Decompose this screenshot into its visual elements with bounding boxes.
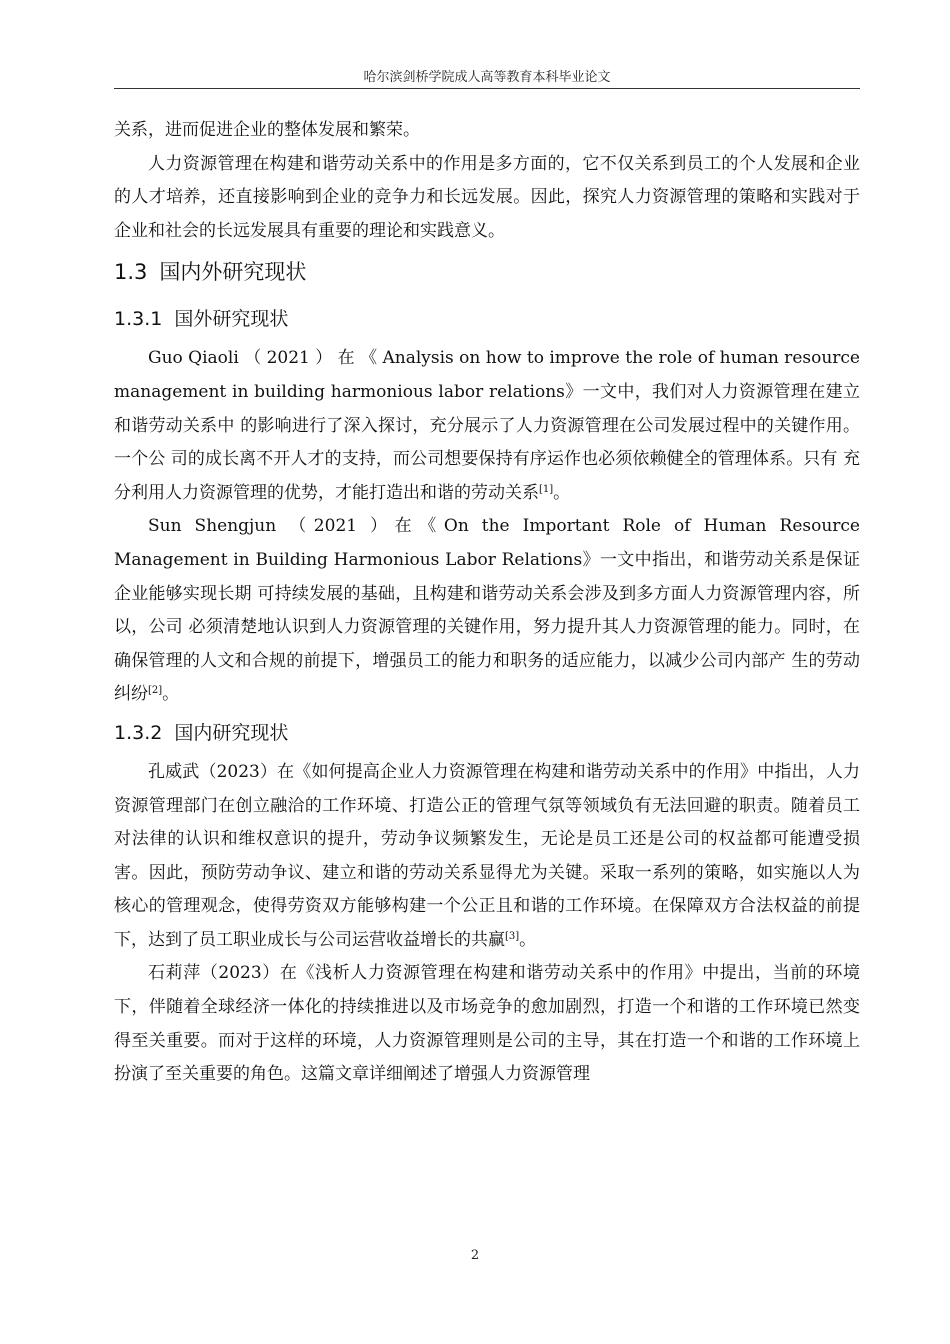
citation-ref: [3] <box>505 930 520 942</box>
section-title: 国外研究现状 <box>174 308 289 331</box>
section-number: 1.3 <box>114 260 148 285</box>
paragraph-end: 。 <box>519 929 537 950</box>
paragraph <box>114 342 860 510</box>
paragraph-text: Sun Shengjun （2021 ）在《On the Important Role of Human Resource Management in Building Harmonious Labor Relations》一文中指出，和谐劳动关系是保证企业能够实现长期 可持续发展的基础，且构建和谐劳动关系会涉及到多方面人力资源管理内容，所以，公司 必须清楚地认识到人力资源管理的关键作用，努力提升其人力资源管理的能力。同时，在 确保管理的人文和合规的前提下，增强员工的能力和职务的适应能力，以减少公司内部产 生的劳动纠纷 <box>114 516 860 705</box>
section-title: 国内外研究现状 <box>159 260 307 285</box>
section-heading-1-3 <box>114 252 860 292</box>
section-number: 1.3.1 <box>114 308 163 331</box>
running-header: 哈尔滨剑桥学院成人高等教育本科毕业论文 <box>363 70 611 85</box>
paragraph: 人力资源管理在构建和谐劳动关系中的作用是多方面的，它不仅关系到员工的个人发展和企业的人才培养，还直接影响到企业的竞争力和长远发展。因此，探究人力资源管理的策略和实践对于企业和社会的长远发展具有重要的理论和实践意义。 <box>114 153 860 241</box>
paragraph-end: 。 <box>553 482 571 503</box>
page-number: 2 <box>470 1248 480 1263</box>
paragraph <box>114 510 860 712</box>
citation-ref: [1] <box>539 483 554 495</box>
section-heading-1-3-1 <box>114 300 860 338</box>
paragraph-text: 孔威武（2023）在《如何提高企业人力资源管理在构建和谐劳动关系中的作用》中指出，人力资源管理部门在创立融洽的工作环境、打造公正的管理气氛等领域负有无法回避的职责。随着员工对法律的认识和维权意识的提升，劳动争议频繁发生，无论是员工还是公司的权益都可能遭受损害。因此，预防劳动争议、建立和谐的劳动关系显得尤为关键。采取一系列的策略，如实施以人为核心的管理观念，使得劳资双方能够构建一个公正且和谐的工作环境。在保障双方合法权益的前提下，达到了员工职业成长与公司运营收益增长的共赢 <box>114 761 860 950</box>
paragraph <box>114 756 860 958</box>
paragraph: 石莉萍（2023）在《浅析人力资源管理在构建和谐劳动关系中的作用》中提出，当前的环境下，伴随着全球经济一体化的持续推进以及市场竞争的愈加剧烈，打造一个和谐的工作环境已然变得至关重要。而对于这样的环境，人力资源管理则是公司的主导，其在打造一个和谐的工作环境上扮演了至关重要的角色。这篇文章详细阐述了增强人力资源管理 <box>114 963 860 1085</box>
document-body <box>114 114 860 1092</box>
section-title: 国内研究现状 <box>174 721 289 744</box>
section-number: 1.3.2 <box>114 721 163 744</box>
paragraph-text: Guo Qiaoli （ 2021 ） 在 《 Analysis on how to improve the role of human resource management in building harmonious labor relations》一文中，我们对人力资源管理在建立和谐劳动关系中 的影响进行了深入探讨，充分展示了人力资源管理在公司发展过程中的关键作用。一个公 司的成长离不开人才的支持，而公司想要保持有序运作也必须依赖健全的管理体系。只有 充分利用人力资源管理的优势，才能打造出和谐的劳动关系 <box>114 348 860 503</box>
paragraph-continuation: 关系，进而促进企业的整体发展和繁荣。 <box>114 120 420 140</box>
paragraph-end: 。 <box>162 684 180 705</box>
header-divider <box>114 88 860 89</box>
citation-ref: [2] <box>148 685 163 697</box>
section-heading-1-3-2 <box>114 714 860 752</box>
